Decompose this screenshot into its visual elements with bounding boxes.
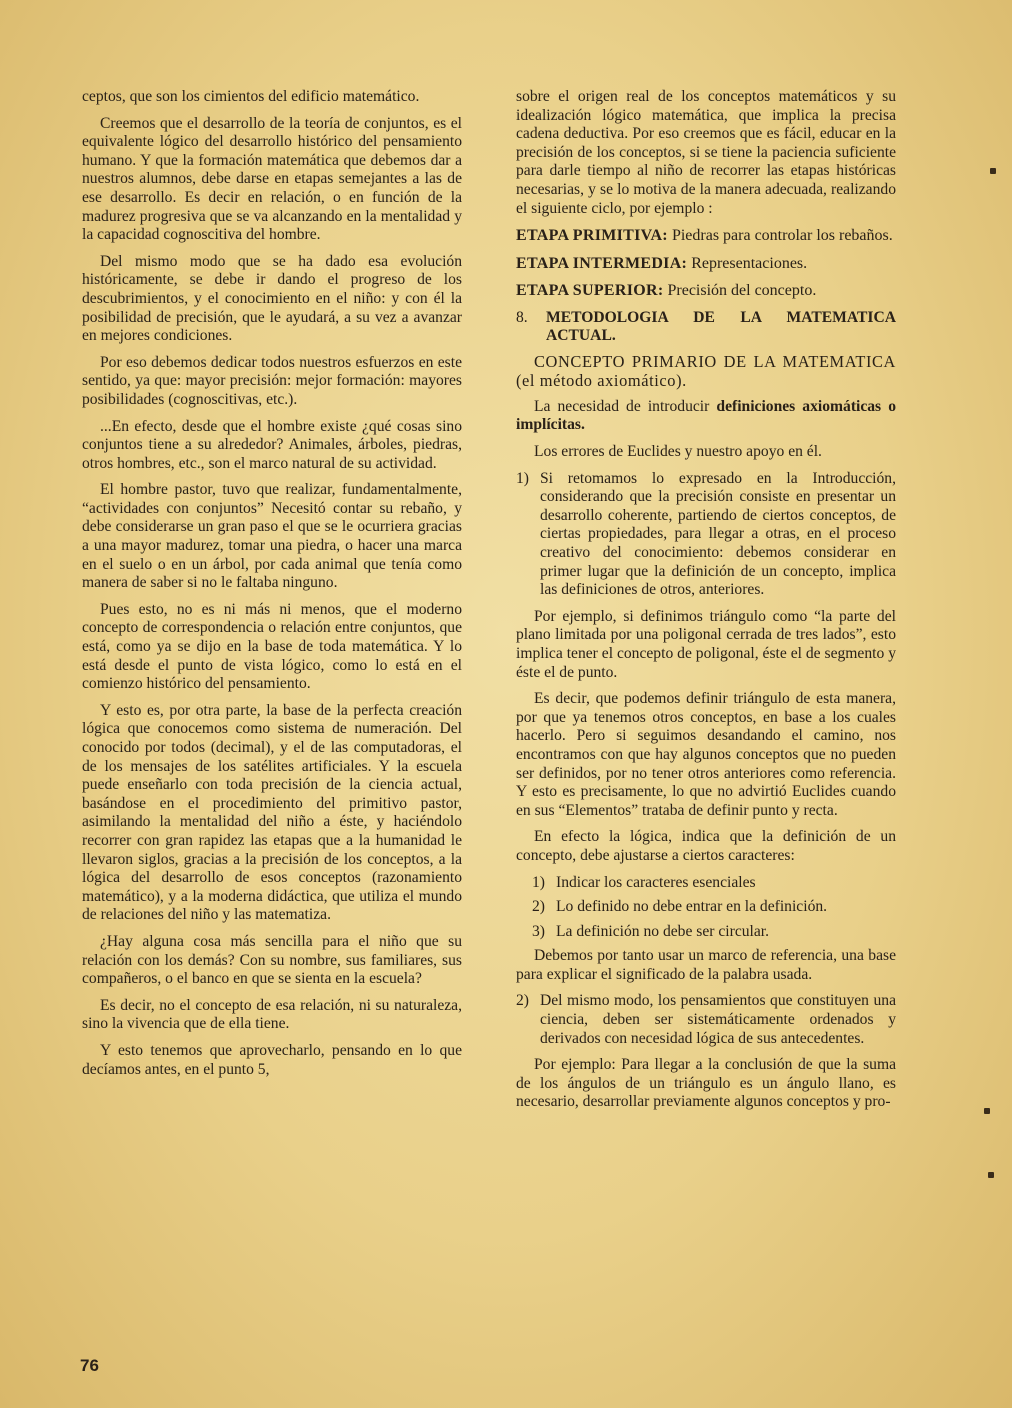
sub-item [516, 923, 896, 942]
margin-mark [990, 168, 996, 174]
paragraph: Y esto tenemos que aprovecharlo, pensando en lo que decíamos antes, en el punto 5, [82, 1041, 462, 1078]
section-title: METODOLOGIA DE LA MATEMATICA ACTUAL. [546, 308, 896, 345]
paragraph: Por eso debemos dedicar todos nuestros esfuerzos en este sentido, ya que: mayor precisión: mejor formación: mayores posibilidades (cognoscitivas, etc.). [82, 353, 462, 408]
paragraph: Debemos por tanto usar un marco de referencia, una base para explicar el significado de la palabra usada. [516, 947, 896, 983]
etapa-intermedia [516, 254, 896, 274]
item-text: Si retomamos lo expresado en la Introducción, considerando que la precisión consiste en presentar un desarrollo coherente, partiendo de ciertos conceptos, de ciertas propiedades, para llegar a otras, en el proceso creativo del conocimiento: debemos considerar en primer lugar que la definición de un concepto, implica las definiciones de otros, anteriores. [540, 469, 896, 599]
paragraph: sobre el origen real de los conceptos matemáticos y su idealización lógico matemática, que implica la precisa cadena deductiva. Por eso creemos que es fácil, educar en la precisión de los conceptos, si se tiene la paciencia suficiente para darle tiempo al niño de recorrer las etapas históricas necesarias, y se lo motiva de la manera adecuada, realizando el siguiente ciclo, por ejemplo : [516, 88, 896, 217]
etapa-primitiva [516, 226, 896, 246]
paragraph: Pues esto, no es ni más ni menos, que el moderno concepto de correspondencia o relación entre conjuntos, que está, como ya se dijo en la base de toda matemática. Y lo está desde el punto de vista lógico, como lo está en el comienzo histórico del pensamiento. [82, 600, 462, 693]
etapa-text: Representaciones. [687, 254, 808, 272]
sub-item [516, 874, 896, 893]
item-text: Del mismo modo, los pensamientos que constituyen una ciencia, deben ser sistemáticamente ordenados y derivados con necesidad lógica de sus antecedentes. [540, 992, 896, 1047]
paragraph: ...En efecto, desde que el hombre existe ¿qué cosas sino conjuntos tiene a su alrededor? Animales, árboles, piedras, otros hombres, etc., son el marco natural de su actividad. [82, 417, 462, 472]
paragraph: En efecto la lógica, indica que la definición de un concepto, debe ajustarse a ciertos caracteres: [516, 828, 896, 864]
paragraph: Es decir, que podemos definir triángulo de esta manera, por que ya tenemos otros conceptos, en base a los cuales hacerlo. Pero si seguimos desandando el camino, nos encontramos con que hay algunos conceptos que no pueden ser definidos, por no tener otros anteriores como referencia. Y esto es precisamente, lo que no advirtió Euclides cuando en sus “Elementos” trataba de definir punto y recta. [516, 690, 896, 819]
margin-mark [988, 1172, 994, 1178]
paragraph: Los errores de Euclides y nuestro apoyo en él. [534, 443, 822, 461]
concept-title: CONCEPTO PRIMARIO DE LA MATEMATICA (el método axiomático). [516, 351, 896, 390]
paragraph-text: La necesidad de introducir [534, 397, 717, 415]
sub-item [516, 898, 896, 917]
item-number: 2) [516, 992, 529, 1010]
section-number: 8. [516, 308, 528, 326]
item-number: 1) [532, 873, 545, 891]
left-column [82, 88, 462, 1087]
item-text: Lo definido no debe entrar en la definición. [556, 898, 828, 916]
paragraph: Es decir, no el concepto de esa relación, ni su naturaleza, sino la vivencia que de ella tiene. [82, 996, 462, 1033]
item-number: 1) [516, 469, 529, 487]
item-text: Indicar los caracteres esenciales [556, 873, 756, 891]
item-number: 3) [532, 922, 545, 940]
etapa-superior [516, 281, 896, 301]
numbered-item [516, 992, 896, 1048]
paragraph [516, 398, 896, 435]
etapa-label: ETAPA SUPERIOR: [516, 282, 664, 300]
item-text: La definición no debe ser circular. [556, 922, 770, 940]
paragraph: El hombre pastor, tuvo que realizar, fundamentalmente, “actividades con conjuntos” Necesitó contar su rebaño, y debe considerarse un gran paso el que se le ocurriera gracias a una mayor madurez, tomar una piedra, o hacer una marca en el suelo o en un árbol, por cada animal que tenía como manera de saber si no le faltaba ninguno. [82, 481, 462, 592]
etapa-label: ETAPA INTERMEDIA: [516, 254, 688, 272]
item-number: 2) [532, 898, 545, 916]
paragraph: Y esto es, por otra parte, la base de la perfecta creación lógica que conocemos como sistema de numeración. Del conocido por todos (decimal), y el de las computadoras, el de los mensajes de los satélites artificiales. Y la escuela puede enseñarlo con toda precisión de la ciencia actual, basándose en el procedimiento del primitivo pastor, asimilando la mentalidad del niño a éste, y haciéndolo recorrer con gran rapidez las etapas que a la humanidad le llevaron siglos, gracias a la precisión de los conceptos, a la lógica del desarrollo de esos conceptos (razonamiento matemático), y a la moderna didáctica, que utiliza el mundo de relaciones del niño y las matematiza. [82, 701, 462, 924]
paragraph: Por ejemplo, si definimos triángulo como “la parte del plano limitada por una poligonal cerrada de tres lados”, esto implica tener el concepto de poligonal, éste el de segmento y éste el de punto. [516, 607, 896, 681]
paragraph: Del mismo modo que se ha dado esa evolución históricamente, se debe ir dando el progreso de los descubrimientos, y el conocimiento en el niño: y con él la posibilidad de precisión, que le ayudará, a su vez a avanzar en mejores condiciones. [82, 252, 462, 345]
etapa-label: ETAPA PRIMITIVA: [516, 227, 668, 245]
bold-term: definiciones axiomáticas o implícitas. [516, 397, 896, 434]
etapa-text: Precisión del concepto. [663, 282, 817, 300]
paragraph: Por ejemplo: Para llegar a la conclusión de que la suma de los ángulos de un triángulo es un ángulo llano, es necesario, desarrollar previamente algunos conceptos y pro- [516, 1056, 896, 1111]
section-heading [516, 309, 896, 346]
margin-mark [984, 1108, 990, 1114]
paragraph: Creemos que el desarrollo de la teoría de conjuntos, es el equivalente lógico del desarrollo histórico del pensamiento humano. Y que la formación matemática que debemos dar a nuestros alumnos, debe darse en etapas semejantes a las de ese desarrollo. Es decir en relación, o en función de la madurez progresiva que se va alcanzando en la mentalidad y la capacidad cognoscitiva del hombre. [82, 114, 462, 244]
etapa-text: Piedras para controlar los rebaños. [667, 227, 893, 245]
numbered-item [516, 470, 896, 600]
paragraph: ceptos, que son los cimientos del edificio matemático. [82, 88, 420, 105]
right-column [516, 88, 896, 1120]
paragraph: ¿Hay alguna cosa más sencilla para el niño que su relación con los demás? Con su nombre, sus familiares, sus compañeros, o el banco en que se sienta en la escuela? [82, 932, 462, 988]
page-number: 76 [80, 1356, 99, 1375]
